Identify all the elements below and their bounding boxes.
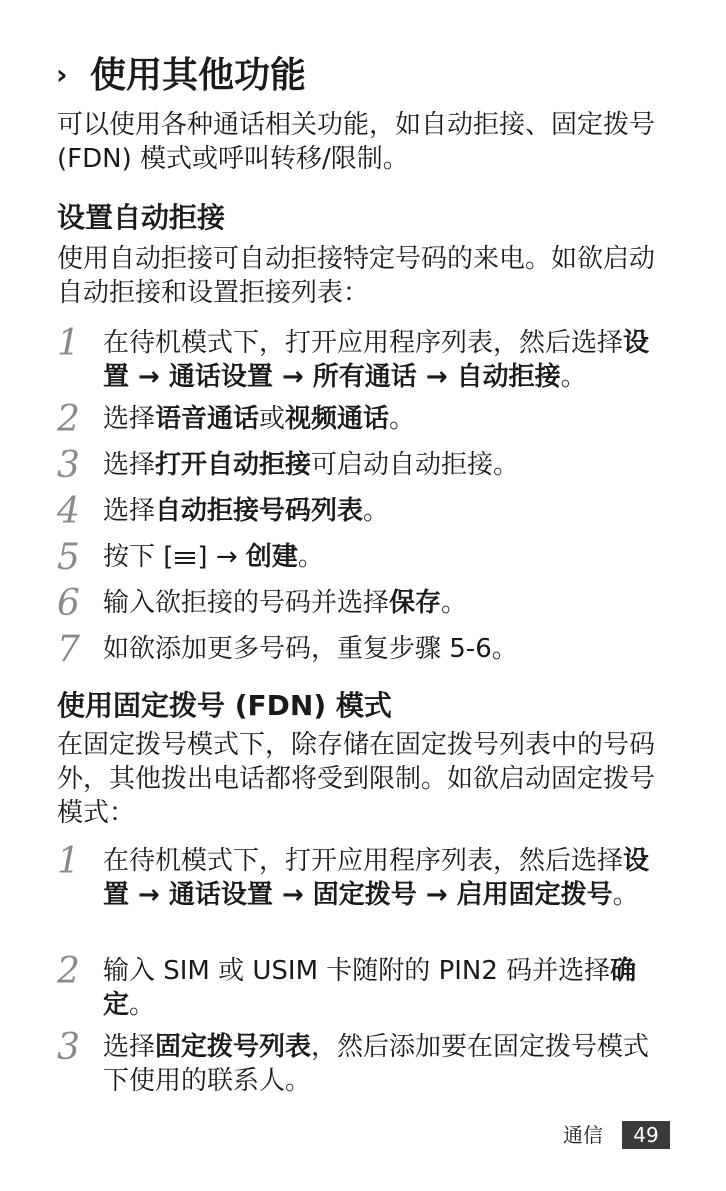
step-text: 选择固定拨号列表，然后添加要在固定拨号模式下使用的联系人。 — [103, 1032, 650, 1096]
step-text: 选择自动拒接号码列表。 — [103, 496, 390, 526]
step-number: 1 — [57, 323, 80, 364]
menu-path: 设置 → 通话设置 → 所有通话 → 自动拒接 — [103, 328, 650, 392]
footer-section-label: 通信 — [563, 1123, 603, 1147]
step-number: 2 — [57, 951, 80, 992]
step-text: 选择打开自动拒接可启动自动拒接。 — [103, 450, 520, 480]
step-number: 1 — [57, 841, 80, 882]
page-number: 49 — [622, 1121, 670, 1149]
step-text: 输入 SIM 或 USIM 卡随附的 PIN2 码并选择确定。 — [103, 956, 637, 1020]
step-number: 3 — [57, 1027, 80, 1068]
menu-key-icon — [173, 550, 197, 566]
step-number: 7 — [57, 629, 80, 670]
step-text: 选择语音通话或视频通话。 — [103, 404, 416, 434]
menu-path: 设置 → 通话设置 → 固定拨号 → 启用固定拨号 — [103, 846, 650, 910]
step-number: 3 — [57, 445, 80, 486]
step-text: 按下 [ ] → 创建。 — [103, 542, 324, 572]
page-title — [56, 52, 306, 99]
chevron-right-icon: › — [56, 58, 68, 91]
section-desc-auto-reject: 使用自动拒接可自动拒接特定号码的来电。如欲启动自动拒接和设置拒接列表： — [57, 244, 656, 308]
step-number: 5 — [57, 537, 80, 578]
step-number: 4 — [57, 491, 80, 532]
step-number: 6 — [57, 583, 80, 624]
step-text: 输入欲拒接的号码并选择保存。 — [103, 588, 468, 618]
section-desc-fdn: 在固定拨号模式下，除存储在固定拨号列表中的号码外，其他拨出电话都将受到限制。如欲启动固定拨号模式： — [57, 730, 656, 828]
step-text: 如欲添加更多号码，重复步骤 5-6。 — [103, 634, 518, 664]
page-title-text: 使用其他功能 — [90, 55, 307, 96]
section-heading-auto-reject: 设置自动拒接 — [57, 201, 226, 234]
step-number: 2 — [57, 399, 80, 440]
step-text: 在待机模式下，打开应用程序列表，然后选择设置 → 通话设置 → 所有通话 → 自动拒接。 — [103, 328, 650, 392]
step-text: 在待机模式下，打开应用程序列表，然后选择设置 → 通话设置 → 固定拨号 → 启用固定拨号。 — [103, 846, 650, 910]
intro-paragraph: 可以使用各种通话相关功能，如自动拒接、固定拨号 (FDN) 模式或呼叫转移/限制。 — [57, 110, 656, 174]
section-heading-fdn: 使用固定拨号 (FDN) 模式 — [57, 689, 392, 722]
